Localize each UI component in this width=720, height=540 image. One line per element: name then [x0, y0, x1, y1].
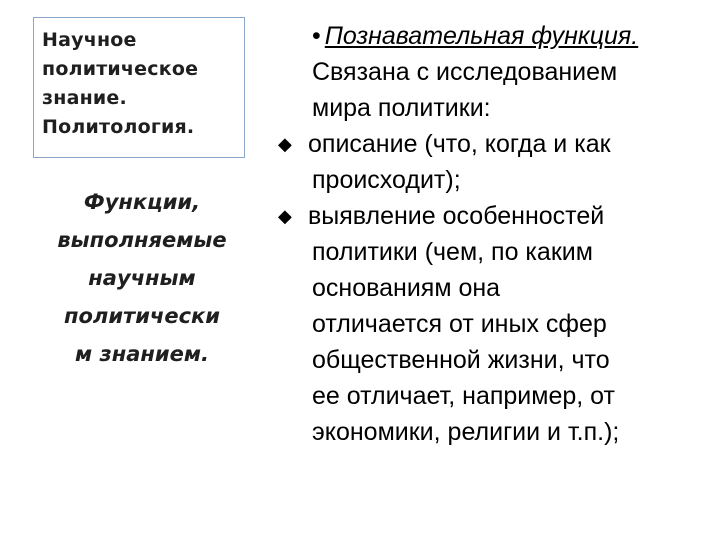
title-line: знание.	[42, 87, 127, 109]
item-line: отличается от иных сфер	[312, 310, 607, 338]
title-line: политическое	[42, 58, 199, 80]
title-line: Политология.	[42, 116, 195, 138]
list-item	[278, 198, 708, 234]
subtitle-line: выполняемые	[57, 228, 227, 252]
diamond-bullet-icon: ◆	[278, 206, 292, 226]
lead-underlined-text: Познавательная функция.	[324, 22, 639, 50]
item-text: выявление особенностей	[308, 202, 605, 230]
content-column	[278, 18, 708, 450]
subtitle-line: Функции,	[83, 190, 201, 214]
subtitle	[30, 183, 254, 373]
lead-line: Связана с исследованием	[312, 58, 618, 86]
item-line: основаниям она	[312, 274, 501, 302]
item-line: ее отличает, например, от	[312, 382, 615, 410]
bullet-icon: •	[312, 22, 321, 50]
lead-line: мира политики:	[312, 94, 491, 122]
item-line: общественной жизни, что	[312, 346, 610, 374]
item-line: экономики, религии и т.п.);	[312, 418, 620, 446]
title-box	[33, 17, 245, 158]
item-line: политики (чем, по каким	[312, 238, 593, 266]
title-line: Научное	[42, 29, 137, 51]
subtitle-line: научным	[88, 266, 196, 290]
list-item	[278, 126, 708, 162]
diamond-bullet-icon: ◆	[278, 134, 292, 154]
subtitle-line: м знанием.	[75, 342, 209, 366]
lead-heading	[278, 18, 708, 54]
item-line: происходит);	[312, 166, 461, 194]
subtitle-line: политически	[64, 304, 220, 328]
item-text: описание (что, когда и как	[308, 130, 611, 158]
